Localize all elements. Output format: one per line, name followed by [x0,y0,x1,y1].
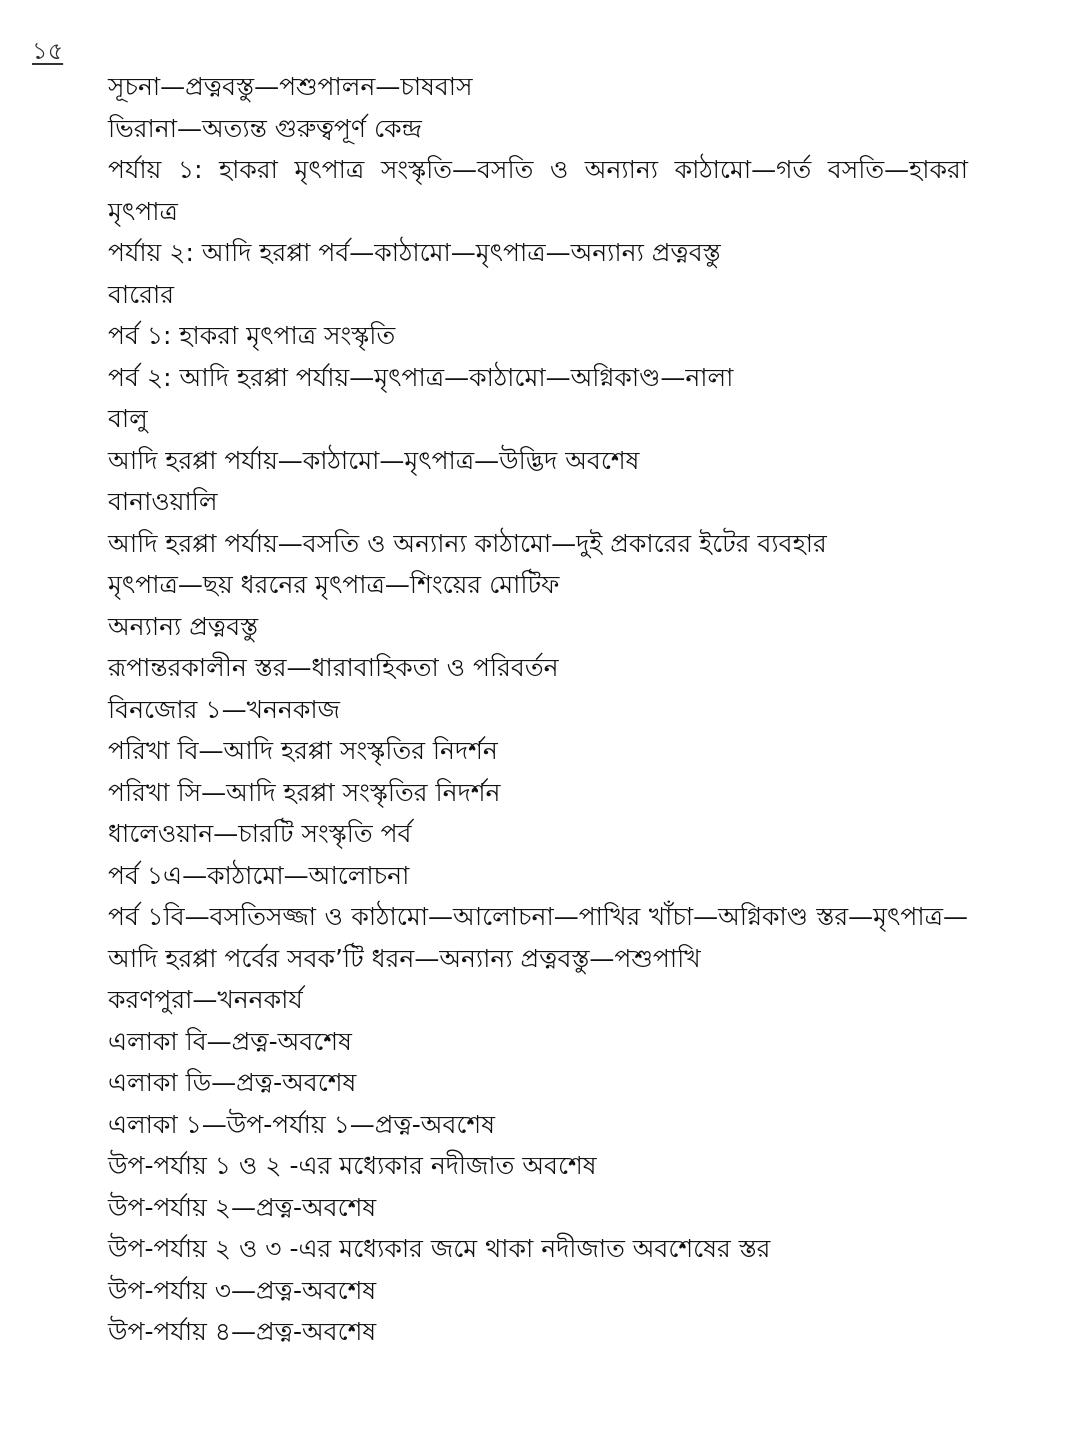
toc-line: বারোর [108,279,174,309]
toc-line: আদি হরপ্পা পর্বের সবক’টি ধরন—অন্যান্য প্রত্নবস্তু—পশুপাখি [108,943,701,973]
contents-list [108,66,968,1353]
toc-line: পর্ব ১: হাকরা মৃৎপাত্র সংস্কৃতি [108,321,396,350]
toc-line: এলাকা ১—উপ-পর্যায় ১—প্রত্ন-অবশেষ [108,1109,495,1139]
toc-line: পরিখা সি—আদি হরপ্পা সংস্কৃতির নিদর্শন [108,777,501,807]
toc-line: মৃৎপাত্র [108,196,178,226]
toc-line: এলাকা বি—প্রত্ন-অবশেষ [108,1026,352,1056]
toc-line: পর্যায় ১: হাকরা মৃৎপাত্র সংস্কৃতি—বসতি ও অন্যান্য কাঠামো—গর্ত বসতি—হাকরা [108,155,968,184]
toc-line: উপ-পর্যায় ২—প্রত্ন-অবশেষ [108,1192,377,1222]
toc-line: আদি হরপ্পা পর্যায়—কাঠামো—মৃৎপাত্র—উদ্ভিদ অবশেষ [108,445,640,475]
toc-line: অন্যান্য প্রত্নবস্তু [108,611,259,641]
toc-line: রূপান্তরকালীন স্তর—ধারাবাহিকতা ও পরিবর্তন [108,653,559,682]
toc-line: পর্ব ১বি—বসতিসজ্জা ও কাঠামো—আলোচনা—পাখির খাঁচা—অগ্নিকাণ্ড স্তর—মৃৎপাত্র— [108,902,968,931]
toc-line: আদি হরপ্পা পর্যায়—বসতি ও অন্যান্য কাঠামো—দুই প্রকারের ইটের ব্যবহার [108,528,827,558]
toc-line: পর্ব ১এ—কাঠামো—আলোচনা [108,860,410,890]
toc-line: ভিরানা—অত্যন্ত গুরুত্বপূর্ণ কেন্দ্র [108,113,422,143]
toc-line: উপ-পর্যায় ৪—প্রত্ন-অবশেষ [108,1317,377,1346]
toc-line: উপ-পর্যায় ২ ও ৩ -এর মধ্যেকার জমে থাকা নদীজাত অবশেষের স্তর [108,1234,771,1263]
toc-line: উপ-পর্যায় ১ ও ২ -এর মধ্যেকার নদীজাত অবশেষ [108,1151,597,1180]
toc-line: পর্ব ২: আদি হরপ্পা পর্যায়—মৃৎপাত্র—কাঠামো—অগ্নিকাণ্ড—নালা [108,362,734,392]
toc-line: ধালেওয়ান—চারটি সংস্কৃতি পর্ব [108,819,412,848]
toc-line: বিনজোর ১—খননকাজ [108,694,340,724]
toc-line: বালু [108,404,148,433]
toc-line: এলাকা ডি—প্রত্ন-অবশেষ [108,1068,357,1097]
toc-line: পর্যায় ২: আদি হরপ্পা পর্ব—কাঠামো—মৃৎপাত্র—অন্যান্য প্রত্নবস্তু [108,238,721,267]
toc-line: সূচনা—প্রত্নবস্তু—পশুপালন—চাষবাস [108,72,473,101]
toc-line: পরিখা বি—আদি হরপ্পা সংস্কৃতির নিদর্শন [108,736,498,765]
toc-line: করণপুরা—খননকার্য [108,985,303,1014]
toc-line: বানাওয়ালি [108,487,218,516]
toc-line: মৃৎপাত্র—ছয় ধরনের মৃৎপাত্র—শিংয়ের মোটিফ [108,570,560,599]
toc-line: উপ-পর্যায় ৩—প্রত্ন-অবশেষ [108,1275,377,1305]
page-number: ১৫ [32,37,64,65]
